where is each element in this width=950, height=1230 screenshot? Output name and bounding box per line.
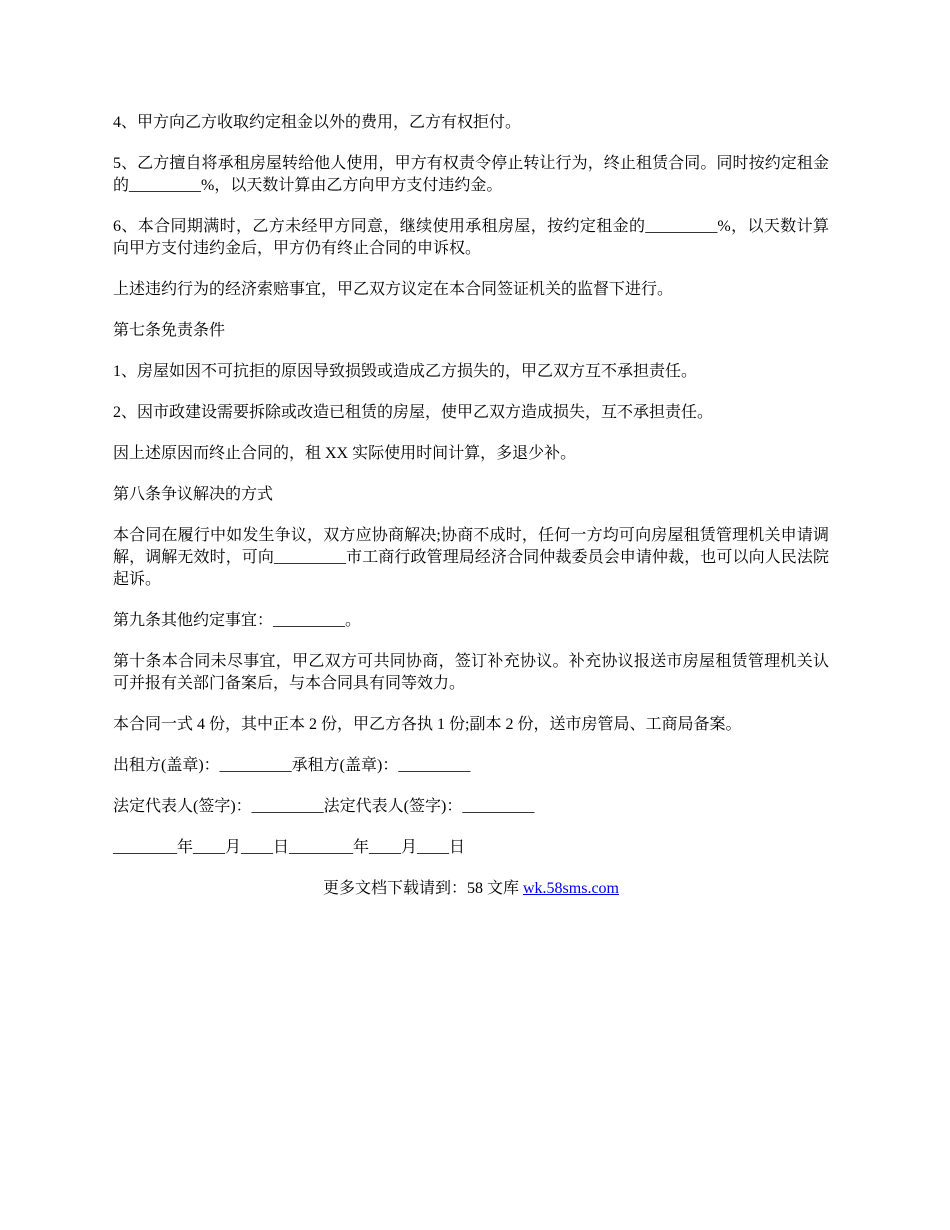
copies-note: 本合同一式 4 份，其中正本 2 份，甲乙方各执 1 份;副本 2 份，送市房管局、工商局备案。 [113,716,742,733]
signature-line: 法定代表人(签字)：_________法定代表人(签字)：_________ [113,798,535,815]
exemption-item-1: 1、房屋如因不可抗拒的原因导致损毁或造成乙方损失的，甲乙双方互不承担责任。 [113,363,698,380]
breach-compensation-note: 上述违约行为的经济索赔事宜，甲乙双方议定在本合同签证机关的监督下进行。 [113,281,674,298]
exemption-settlement: 因上述原因而终止合同的，租 XX 实际使用时间计算，多退少补。 [113,445,577,462]
download-footer [113,878,829,900]
clause-5: 5、乙方擅自将承租房屋转给他人使用，甲方有权责令停止转让行为，终止租赁合同。同时按约定租金的_________%，以天数计算由乙方向甲方支付违约金。 [113,155,829,194]
footer-link[interactable]: wk.58sms.com [523,880,619,897]
date-line: ________年____月____日________年____月____日 [113,839,466,856]
footer-prefix: 更多文档下载请到：58 文库 [322,880,523,897]
article-8-heading: 第八条争议解决的方式 [113,486,274,503]
dispute-resolution: 本合同在履行中如发生争议，双方应协商解决;协商不成时，任何一方均可向房屋租赁管理机关申请调解，调解无效时，可向_________市工商行政管理局经济合同仲裁委员会申请仲裁，也可以向人民法院起诉。 [113,527,829,588]
article-9: 第九条其他约定事宜：_________。 [113,612,362,629]
clause-6: 6、本合同期满时，乙方未经甲方同意，继续使用承租房屋，按约定租金的_________%，以天数计算向甲方支付违约金后，甲方仍有终止合同的申诉权。 [113,218,829,257]
seal-line: 出租方(盖章)：_________承租方(盖章)：_________ [113,757,471,774]
clause-4: 4、甲方向乙方收取约定租金以外的费用，乙方有权拒付。 [113,114,522,131]
article-10: 第十条本合同未尽事宜，甲乙双方可共同协商，签订补充协议。补充协议报送市房屋租赁管理机关认可并报有关部门备案后，与本合同具有同等效力。 [113,653,829,692]
exemption-item-2: 2、因市政建设需要拆除或改造已租赁的房屋，使甲乙双方造成损失，互不承担责任。 [113,404,714,421]
article-7-heading: 第七条免责条件 [113,322,226,339]
document-body [113,112,829,900]
